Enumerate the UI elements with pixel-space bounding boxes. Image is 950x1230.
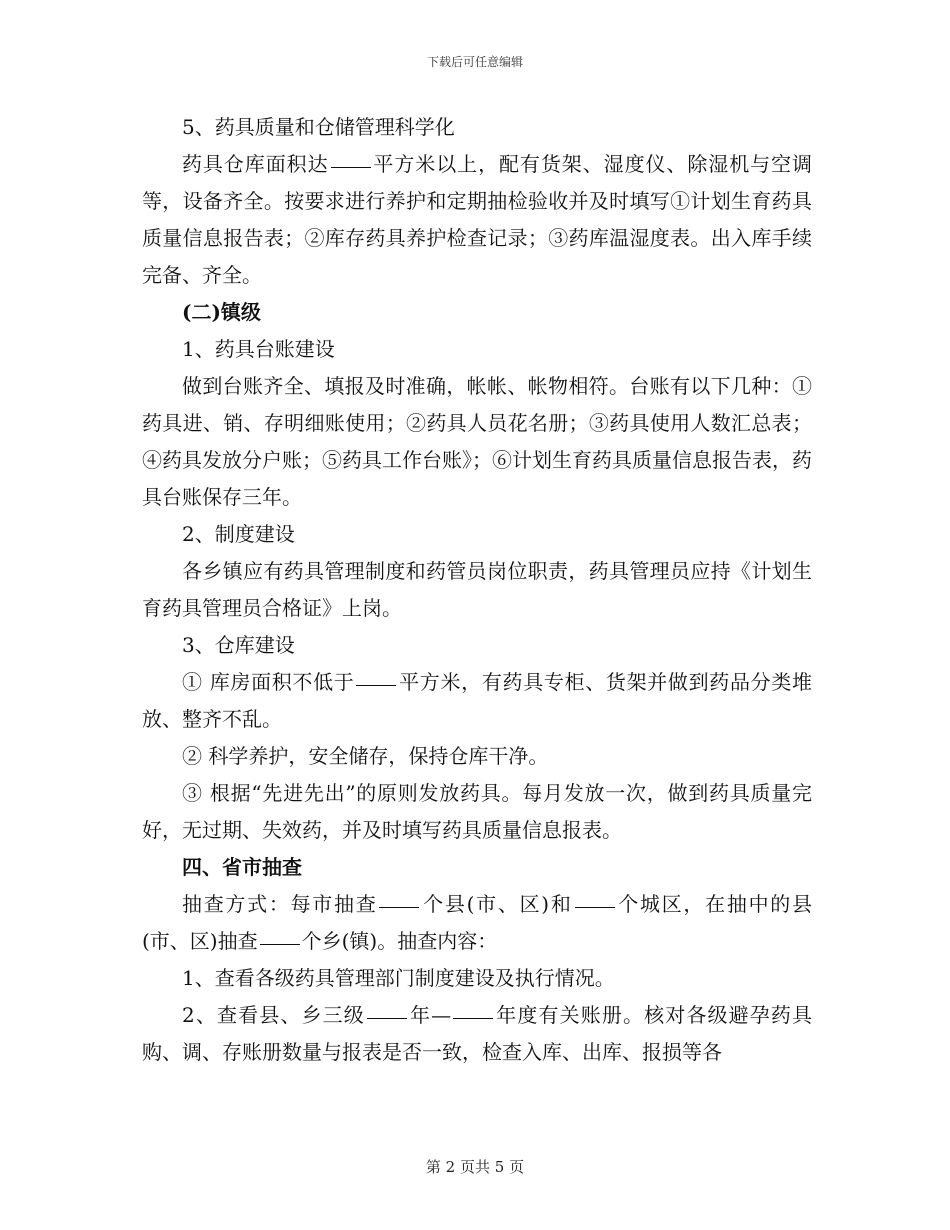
s4-text-b: 个县(市、区)和: [421, 892, 573, 916]
t2-title: 2、制度建设: [182, 522, 295, 546]
s4-item-1: 1、查看各级药具管理部门制度建设及执行情况。: [182, 966, 615, 990]
item5-text-b: 平方米以上，配有货架、湿度仪、除湿机与空调等，设备齐全。按要求进行养护和定期抽检验收并及时填写①计划生育药具质量信息报告表；②库存药具养护检查记录；③药库温湿度表。出入库手续完备、齐全。: [142, 152, 812, 287]
s4-item2-b: 年—: [408, 1003, 452, 1027]
fill-blank: [260, 943, 300, 945]
fill-blank: [367, 1017, 407, 1019]
section4-title: 四、省市抽查: [182, 855, 302, 879]
fill-blank: [575, 906, 615, 908]
section2-title: (二)镇级: [182, 300, 261, 324]
s4-text-c: 个城区，在抽中的县(市、区)抽查: [142, 892, 813, 953]
t2-paragraph: 各乡镇应有药具管理制度和药管员岗位职责，药具管理员应持《计划生育药具管理员合格证》上岗。: [142, 559, 812, 620]
s4-item2-c: 年度有关账册。核对各级避孕药具购、调、存账册数量与报表是否一致，检查入库、出库、报损等各: [142, 1003, 813, 1064]
document-body: [142, 109, 812, 1071]
fill-blank: [379, 906, 419, 908]
t3-paragraph-3: ③ 根据“先进先出”的原则发放药具。每月发放一次，做到药具质量完好，无过期、失效药，并及时填写药具质量信息报表。: [142, 781, 812, 842]
s4-text-a: 抽查方式：每市抽查: [182, 892, 378, 916]
page-footer: 第 2 页共 5 页: [425, 1158, 525, 1176]
t3-paragraph-1: [142, 664, 812, 738]
item5-text-a: 药具仓库面积达: [182, 152, 329, 176]
fill-blank: [453, 1017, 493, 1019]
page-header: 下载后可任意编辑: [426, 55, 523, 69]
item5-title: 5、药具质量和仓储管理科学化: [182, 115, 455, 139]
fill-blank: [331, 166, 371, 168]
t3-text1-b: 平方米，有药具专柜、货架并做到药品分类堆放、整齐不乱。: [142, 670, 812, 731]
fill-blank: [356, 684, 396, 686]
s4-text-d: 个乡(镇)。抽查内容：: [301, 929, 498, 953]
s4-item-2: [142, 997, 812, 1071]
t1-paragraph: 做到台账齐全、填报及时准确，帐帐、帐物相符。台账有以下几种：①药具进、销、存明细账使用；②药具人员花名册；③药具使用人数汇总表；④药具发放分户账；⑤药具工作台账》；⑥计划生育药具质量信息报告表，药具台账保存三年。: [142, 374, 812, 509]
s4-item2-a: 2、查看县、乡三级: [182, 1003, 365, 1027]
t1-title: 1、药具台账建设: [182, 337, 335, 361]
s4-paragraph: [142, 886, 812, 960]
item5-paragraph: [142, 146, 812, 294]
t3-title: 3、仓库建设: [182, 633, 295, 657]
t3-paragraph-2: ② 科学养护，安全储存，保持仓库干净。: [182, 744, 549, 768]
t3-text1-a: ① 库房面积不低于: [182, 670, 355, 694]
